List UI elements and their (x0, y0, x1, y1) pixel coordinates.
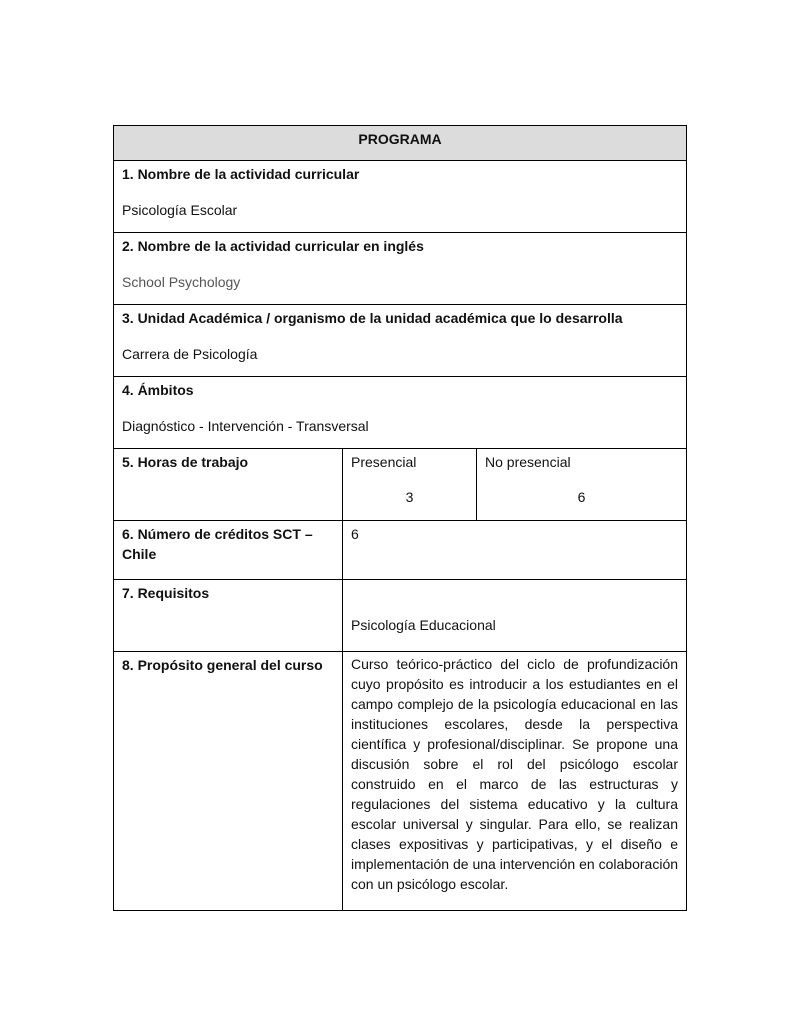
row-work-hours (114, 449, 687, 521)
credits-value: 6 (351, 526, 359, 542)
row-activity-name (114, 161, 687, 233)
presencial-hours: 3 (405, 489, 414, 505)
section-value: School Psychology (122, 274, 241, 290)
section-title: 3. Unidad Académica / organismo de la unidad académica que lo desarrolla (122, 310, 623, 326)
row-credits (114, 521, 687, 580)
program-table (113, 125, 687, 911)
row-requirements (114, 580, 687, 652)
table-title: PROGRAMA (114, 126, 687, 161)
row-academic-unit (114, 305, 687, 377)
section-title: 7. Requisitos (122, 585, 210, 601)
header-row (114, 126, 687, 161)
section-title: 6. Número de créditos SCT – Chile (122, 526, 313, 562)
requirements-value: Psicología Educacional (351, 617, 496, 633)
no-presencial-label: No presencial (485, 454, 571, 470)
no-presencial-hours: 6 (577, 489, 586, 505)
section-value: Psicología Escolar (122, 202, 238, 218)
section-title: 5. Horas de trabajo (122, 454, 249, 470)
section-title: 2. Nombre de la actividad curricular en inglés (122, 238, 424, 254)
presencial-label: Presencial (351, 454, 417, 470)
section-title: 1. Nombre de la actividad curricular (122, 166, 360, 182)
section-value: Carrera de Psicología (122, 346, 258, 362)
section-title: 8. Propósito general del curso (122, 657, 323, 673)
row-purpose (114, 652, 687, 911)
section-value: Diagnóstico - Intervención - Transversal (122, 418, 369, 434)
purpose-text: Curso teórico-práctico del ciclo de profundización cuyo propósito es introducir a los estudiantes en el campo complejo de la psicología educacional en las instituciones escolares, desde la perspectiva científica y profesional/disciplinar. Se propone una discusión sobre el rol del psicólogo escolar construido en el marco de las estructuras y regulaciones del sistema educativo y la cultura escolar universal y singular. Para ello, se realizan clases expositivas y participativas, y el diseño e implementación de una intervención en colaboración con un psicólogo escolar. (351, 656, 679, 892)
row-domains (114, 377, 687, 449)
section-title: 4. Ámbitos (122, 382, 194, 398)
row-activity-name-english (114, 233, 687, 305)
